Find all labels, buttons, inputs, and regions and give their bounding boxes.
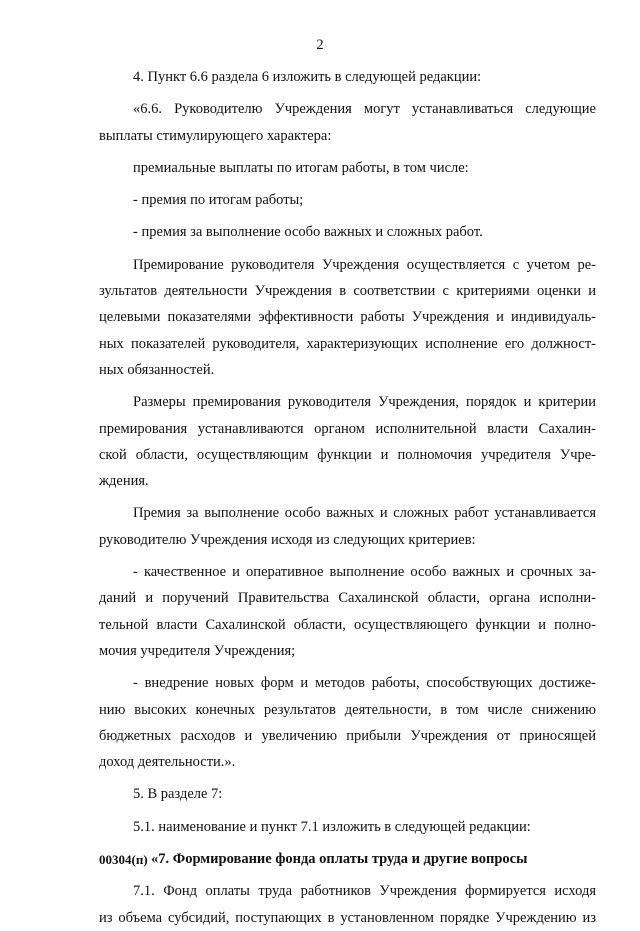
text-line: зультатов деятельности Учреждения в соответствии с критериями оценки и	[99, 283, 596, 300]
text-line: ных обязанностей.	[99, 361, 215, 378]
text-line: руководителю Учреждения исходя из следующих критериев:	[99, 531, 476, 548]
text-line: из объема субсидий, поступающих в установленном порядке Учреждению из	[99, 909, 596, 926]
text-line: - премия по итогам работы;	[133, 192, 304, 209]
text-line: ждения.	[99, 473, 149, 490]
section-heading: «7. Формирование фонда оплаты труда и другие вопросы	[151, 851, 528, 868]
text-line: Премия за выполнение особо важных и сложных работ устанавливается	[133, 505, 596, 522]
text-line: выплаты стимулирующего характера:	[99, 127, 332, 144]
text-line: мочия учредителя Учреждения;	[99, 642, 296, 659]
text-line: - внедрение новых форм и методов работы, способствующих достиже-	[133, 675, 596, 692]
text-line: доход деятельности.».	[99, 754, 236, 771]
text-line: 7.1. Фонд оплаты труда работников Учреждения формируется исходя	[133, 883, 596, 900]
text-line: 5.1. наименование и пункт 7.1 изложить в следующей редакции:	[133, 818, 531, 835]
text-line: премиальные выплаты по итогам работы, в том числе:	[133, 159, 469, 176]
document-code: 00304(п)	[99, 852, 148, 867]
text-line: - премия за выполнение особо важных и сложных работ.	[133, 224, 483, 241]
text-line: - качественное и оперативное выполнение особо важных и срочных за-	[133, 564, 596, 581]
text-line: премирования устанавливаются органом исполнительной власти Сахалин-	[99, 420, 596, 437]
page-number: 2	[316, 37, 324, 53]
text-line: тельной власти Сахалинской области, осуществляющего функции и полно-	[99, 616, 596, 633]
text-line: Размеры премирования руководителя Учреждения, порядок и критерии	[133, 394, 596, 411]
text-line: нию высоких конечных результатов деятельности, в том числе снижению	[99, 701, 596, 718]
text-line: бюджетных расходов и увеличению прибыли Учреждения от приносящей	[99, 727, 596, 744]
text-line: даний и поручений Правительства Сахалинской области, органа исполни-	[99, 590, 596, 607]
text-line: целевыми показателями эффективности работы Учреждения и индивидуаль-	[99, 309, 596, 326]
text-line: ных показателей руководителя, характеризующих исполнение его должност-	[99, 335, 596, 352]
text-line: 5. В разделе 7:	[133, 786, 223, 803]
text-line: ской области, осуществляющим функции и полномочия учредителя Учре-	[99, 446, 596, 463]
document-body	[99, 64, 596, 931]
text-line: 4. Пункт 6.6 раздела 6 изложить в следующей редакции:	[133, 69, 482, 85]
text-line: «6.6. Руководителю Учреждения могут устанавливаться следующие	[133, 101, 596, 118]
text-line: Премирование руководителя Учреждения осуществляется с учетом ре-	[133, 256, 596, 273]
